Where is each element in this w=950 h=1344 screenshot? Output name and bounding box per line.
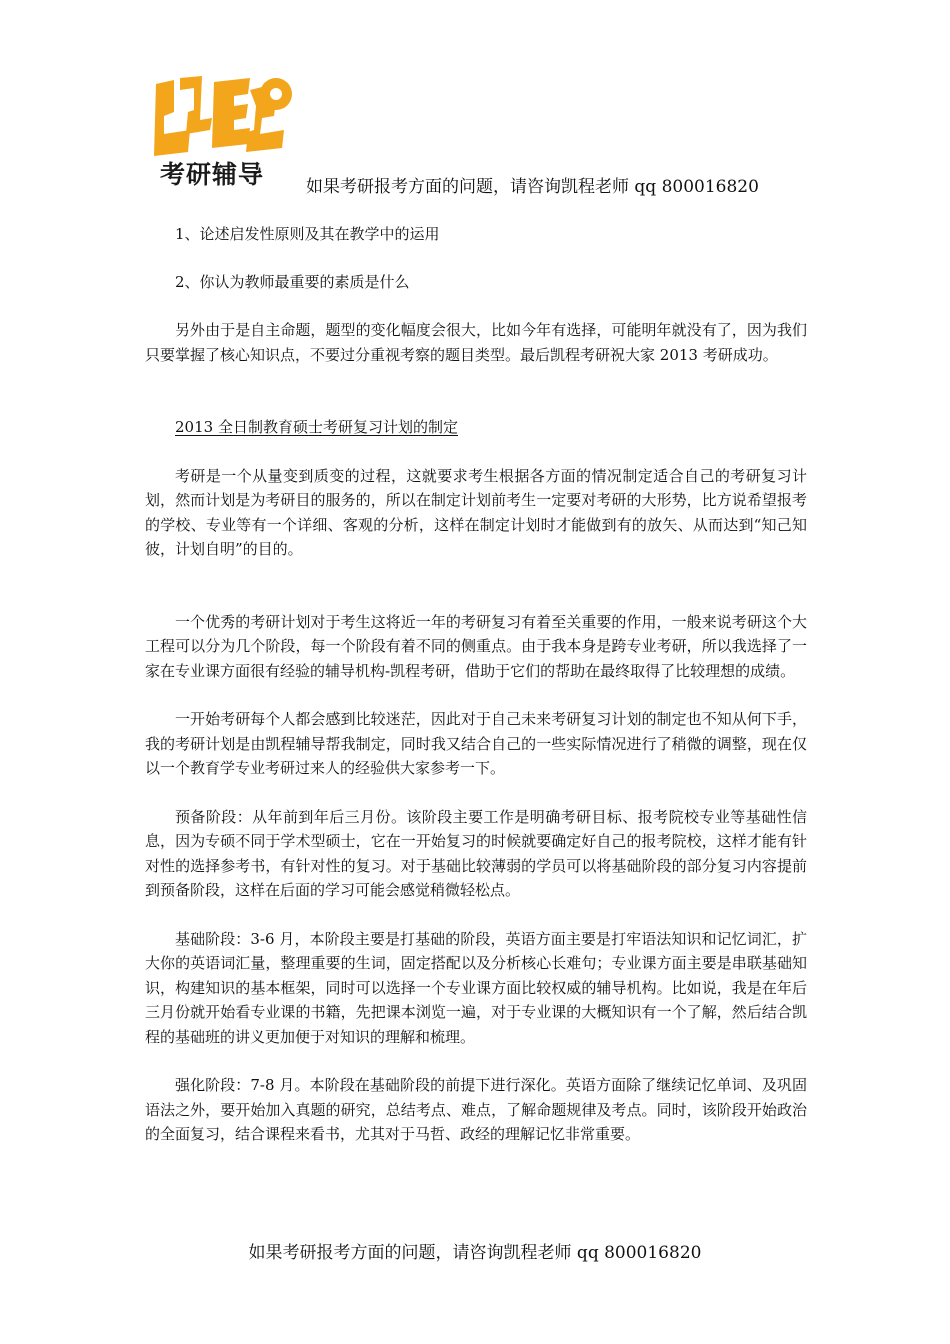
- paragraph-intro: 考研是一个从量变到质变的过程，这就要求考生根据各方面的情况制定适合自己的考研复习计划，然而计划是为考研目的服务的，所以在制定计划前考生一定要对考研的大形势，比方说希望报考的学校、专业等有一个详细、客观的分析，这样在制定计划时才能做到有的放矢、从而达到“知己知彼，计划自明”的目的。: [145, 466, 807, 558]
- closing-paragraph: 另外由于是自主命题，题型的变化幅度会很大，比如今年有选择，可能明年就没有了，因为我们只要掌握了核心知识点，不要过分重视考察的题目类型。最后凯程考研祝大家 2013 考研成功。: [145, 321, 807, 364]
- paragraph-confusion: 一开始考研每个人都会感到比较迷茫，因此对于自己未来考研复习计划的制定也不知从何下手，我的考研计划是由凯程辅导帮我制定，同时我又结合自己的一些实际情况进行了稍微的调整，现在仅以一个教育学专业考研过来人的经验供大家参考一下。: [145, 710, 807, 777]
- kaicheng-logo-mark: [150, 72, 300, 162]
- paragraph-foundation-stage: 基础阶段：3-6 月，本阶段主要是打基础的阶段，英语方面主要是打牢语法知识和记忆词汇，扩大你的英语词汇量，整理重要的生词，固定搭配以及分析核心长难句；专业课方面主要是串联基础知识，构建知识的基本框架，同时可以选择一个专业课方面比较权威的辅导机构。比如说，我是在年后三月份就开始看专业课的书籍，先把课本浏览一遍，对于专业课的大概知识有一个了解，然后结合凯程的基础班的讲义更加便于对知识的理解和梳理。: [145, 929, 807, 1046]
- kaicheng-logo: [150, 72, 300, 192]
- footer-contact-text: 如果考研报考方面的问题，请咨询凯程老师 qq 800016820: [248, 1243, 702, 1263]
- document-body: [145, 222, 807, 1147]
- paragraph-plan-importance: 一个优秀的考研计划对于考生这将近一年的考研复习有着至关重要的作用，一般来说考研这个大工程可以分为几个阶段，每一个阶段有着不同的侧重点。由于我本身是跨专业考研，所以我选择了一家在专业课方面很有经验的辅导机构-凯程考研，借助于它们的帮助在最终取得了比较理想的成绩。: [145, 612, 807, 680]
- question-item-1: 1、论述启发性原则及其在教学中的运用: [175, 225, 440, 243]
- header-contact-text: 如果考研报考方面的问题，请咨询凯程老师 qq 800016820: [306, 177, 759, 197]
- paragraph-intensive-stage: 强化阶段：7-8 月。本阶段在基础阶段的前提下进行深化。英语方面除了继续记忆单词、及巩固语法之外，要开始加入真题的研究，总结考点、难点，了解命题规律及考点。同时，该阶段开始政治的全面复习，结合课程来看书，尤其对于马哲、政经的理解记忆非常重要。: [145, 1076, 807, 1143]
- logo-subtitle: 考研辅导: [160, 160, 265, 189]
- paragraph-preparation-stage: 预备阶段：从年前到年后三月份。该阶段主要工作是明确考研目标、报考院校专业等基础性信息，因为专硕不同于学术型硕士，它在一开始复习的时候就要确定好自己的报考院校，这样才能有针对性的选择参考书，有针对性的复习。对于基础比较薄弱的学员可以将基础阶段的部分复习内容提前到预备阶段，这样在后面的学习可能会感觉稍微轻松点。: [145, 807, 807, 899]
- question-item-2: 2、你认为教师最重要的素质是什么: [175, 273, 410, 291]
- article-title: 2013 全日制教育硕士考研复习计划的制定: [175, 418, 458, 436]
